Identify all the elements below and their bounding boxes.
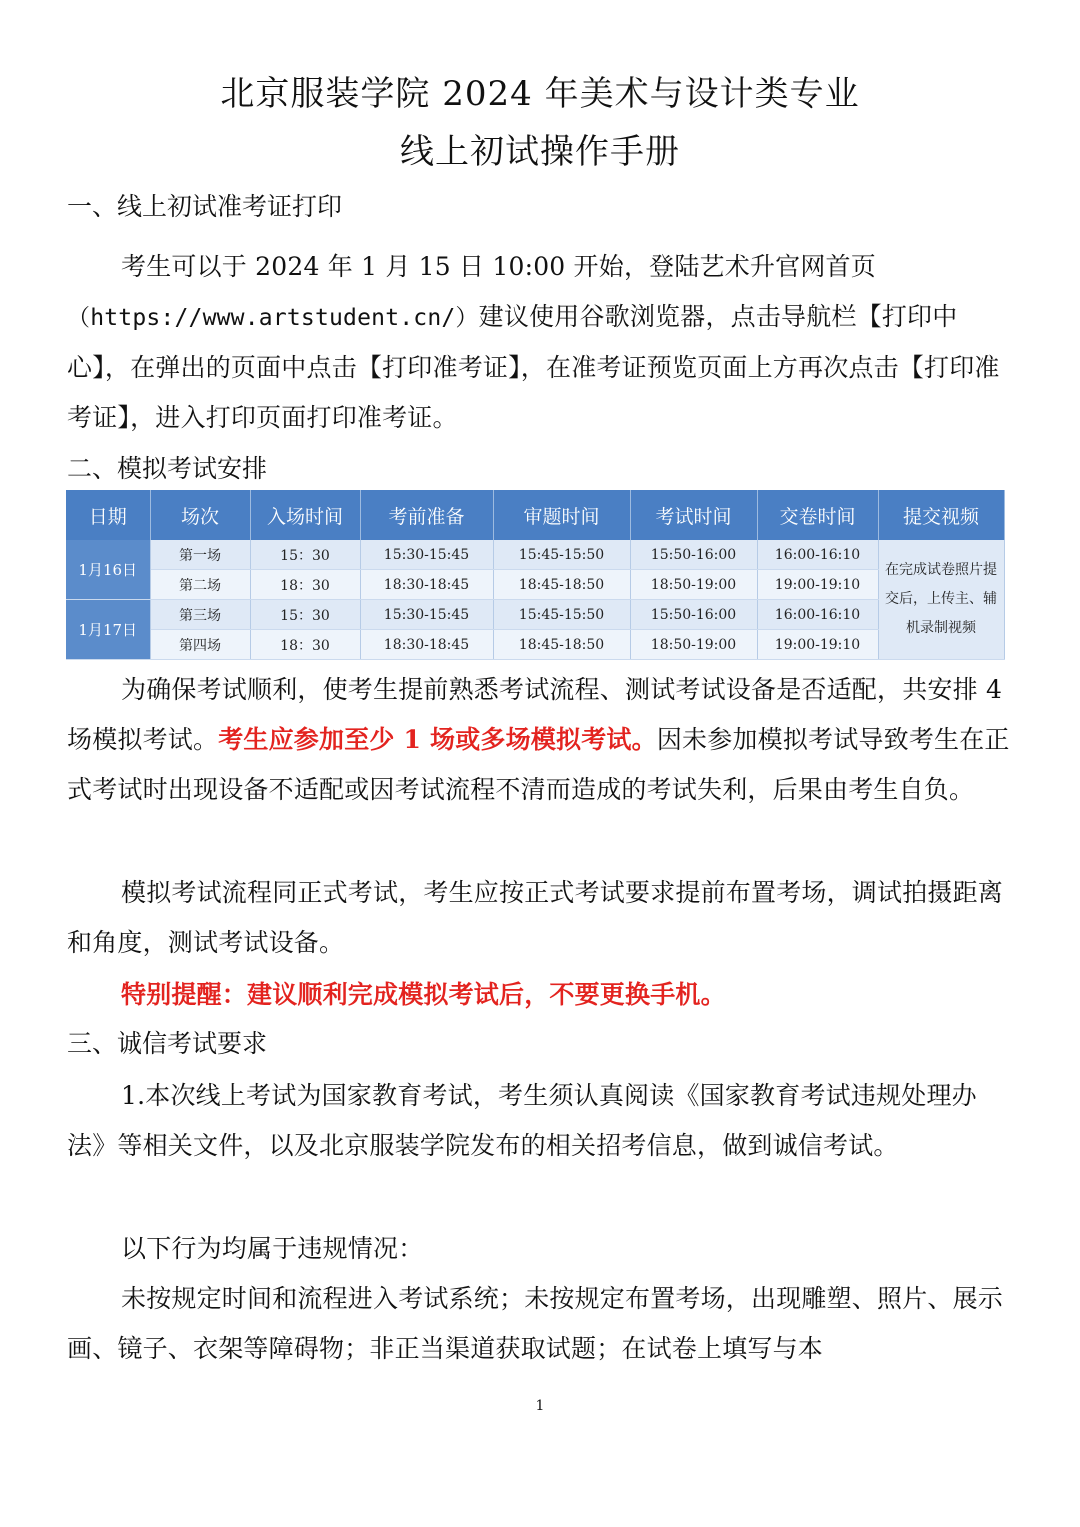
table-cell: 第二场	[150, 570, 250, 600]
document-title-line1: 北京服装学院 2024 年美术与设计类专业	[220, 74, 860, 114]
page-number: 1	[535, 1398, 545, 1414]
table-cell: 18:50-19:00	[630, 570, 757, 600]
table-header-row	[66, 490, 1004, 540]
video-note-cell: 在完成试卷照片提交后，上传主、辅机录制视频	[878, 540, 1004, 660]
table-cell: 第四场	[150, 630, 250, 660]
table-row	[66, 540, 1004, 570]
table-row	[66, 570, 1004, 600]
table-cell: 16:00-16:10	[757, 600, 878, 630]
section1-paragraph	[67, 242, 1013, 292]
section3-paragraph1: 1.本次线上考试为国家教育考试，考生须认真阅读《国家教育考试违规处理办法》等相关文件，以及北京服装学院发布的相关招考信息，做到诚信考试。	[67, 1081, 977, 1160]
table-cell: 16:00-16:10	[757, 540, 878, 570]
section3-heading: 三、诚信考试要求	[67, 1029, 268, 1058]
table-cell: 18:50-19:00	[630, 630, 757, 660]
section1-paragraph-continued	[67, 292, 1013, 443]
table-cell: 18：30	[250, 570, 360, 600]
header-exam-time: 考试时间	[630, 490, 757, 540]
table-cell: 19:00-19:10	[757, 570, 878, 600]
header-date: 日期	[66, 490, 150, 540]
table-cell: 15:30-15:45	[360, 600, 493, 630]
table-cell: 18:45-18:50	[493, 630, 630, 660]
header-submit-video: 提交视频	[878, 490, 1004, 540]
section2-text-b: 因未参加模拟考试导致考生在正式考试时出现设备不适配或因考试流程不清而造成的考试失利，后果由考生自负。	[67, 725, 1010, 804]
header-preparation: 考前准备	[360, 490, 493, 540]
date-cell: 1月17日	[66, 600, 150, 660]
table-cell: 19:00-19:10	[757, 630, 878, 660]
table-cell: 18:30-18:45	[360, 630, 493, 660]
section2-paragraph1	[67, 665, 1013, 815]
table-cell: 15:50-16:00	[630, 600, 757, 630]
table-cell: 18:30-18:45	[360, 570, 493, 600]
table-cell: 15:50-16:00	[630, 540, 757, 570]
table-row	[66, 630, 1004, 660]
header-reading-time: 审题时间	[493, 490, 630, 540]
section2-heading: 二、模拟考试安排	[67, 454, 268, 483]
table-cell: 第三场	[150, 600, 250, 630]
section1-text-b: 建议使用谷歌浏览器，点击导航栏【打印中心】，在弹出的页面中点击【打印准考证】，在准考证预览页面上方再次点击【打印准考证】，进入打印页面打印准考证。	[67, 302, 1000, 432]
section1-heading: 一、线上初试准考证打印	[67, 192, 343, 221]
date-cell: 1月16日	[66, 540, 150, 600]
mock-exam-schedule-table	[66, 490, 1005, 660]
table-row	[66, 600, 1004, 630]
table-cell: 15:45-15:50	[493, 600, 630, 630]
section2-text-a: 为确保考试顺利，使考生提前熟悉考试流程、测试考试设备是否适配，共安排 4 场模拟考试。	[67, 675, 1003, 754]
table-cell: 15：30	[250, 600, 360, 630]
section3-paragraph3: 未按规定时间和流程进入考试系统；未按规定布置考场，出现雕塑、照片、展示画、镜子、衣架等障碍物；非正当渠道获取试题；在试卷上填写与本	[67, 1284, 1004, 1363]
table-cell: 18：30	[250, 630, 360, 660]
header-submit-time: 交卷时间	[757, 490, 878, 540]
document-title-line2: 线上初试操作手册	[400, 132, 680, 172]
table-cell: 15：30	[250, 540, 360, 570]
mock-exam-requirement: 考生应参加至少 1 场或多场模拟考试。	[218, 725, 657, 754]
special-reminder: 特别提醒：建议顺利完成模拟考试后，不要更换手机。	[121, 980, 726, 1009]
table-cell: 15:30-15:45	[360, 540, 493, 570]
table-cell: 15:45-15:50	[493, 540, 630, 570]
header-entry-time: 入场时间	[250, 490, 360, 540]
section2-paragraph2: 模拟考试流程同正式考试，考生应按正式考试要求提前布置考场，调试拍摄距离和角度，测试考试设备。	[67, 878, 1004, 957]
section3-paragraph2: 以下行为均属于违规情况：	[121, 1234, 424, 1263]
header-session: 场次	[150, 490, 250, 540]
section1-text-a: 考生可以于 2024 年 1 月 15 日 10:00 开始，登陆艺术升官网首页	[121, 252, 876, 281]
table-cell: 18:45-18:50	[493, 570, 630, 600]
artstudent-url: （https://www.artstudent.cn/）	[67, 305, 479, 331]
table-cell: 第一场	[150, 540, 250, 570]
